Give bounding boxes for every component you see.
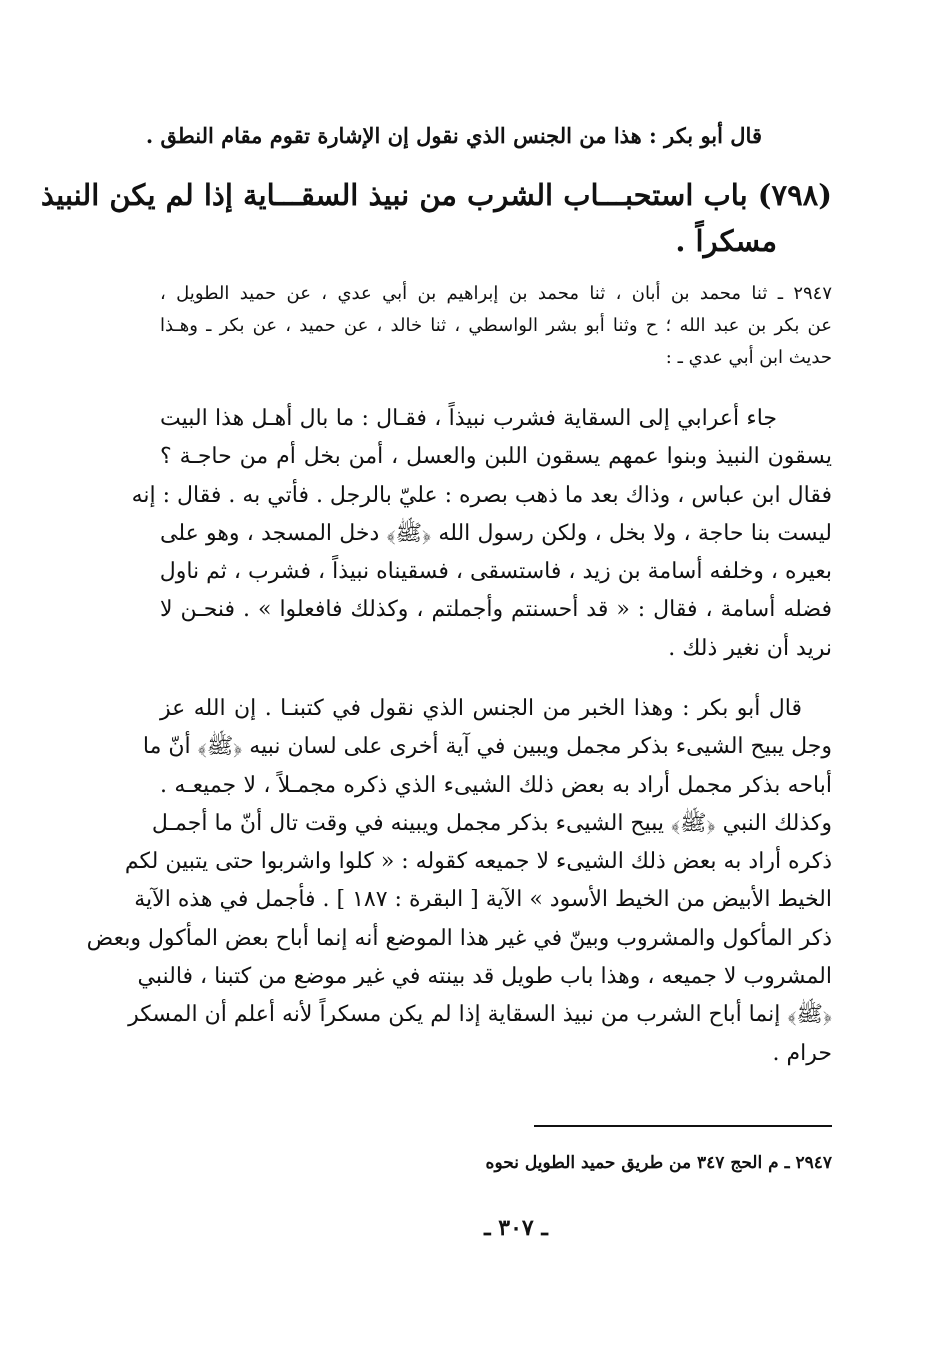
hadith-text-line-1: جاء أعرابي إلى السقاية فشرب نبيذاً ، فقـال : ما بال أهـل هذا البيت	[160, 406, 777, 431]
hadith-chain-line-2: عن بكر بن عبد الله ؛ ح وثنا أبو بشر الواسطي ، ثنا خالد ، عن حميد ، عن بكر ـ وهـذا	[160, 315, 832, 336]
footnote-divider	[534, 1125, 832, 1127]
hadith-chain-line-1: ٢٩٤٧ ـ ثنا محمد بن أبان ، ثنا محمد بن إبراهيم بن أبي عدي ، عن حميد الطويل ،	[160, 283, 832, 304]
commentary-line-10: حرام .	[772, 1040, 832, 1066]
hadith-text-line-3: فقال ابن عباس ، وذاك بعد ما ذهب بصره : عليّ بالرجل . فأتي به . فقال : إنه	[131, 482, 832, 508]
commentary-line-7: ذكر المأكول والمشروب وبينّ في غير هذا الموضع أنه إنما أباح بعض المأكول وبعض	[86, 925, 832, 951]
hadith-chain	[160, 278, 832, 374]
commentary-line-1: قال أبو بكر : وهذا الخبر من الجنس الذي نقول في كتبنـا . إن الله عز	[160, 696, 802, 721]
commentary-line-6: الخيط الأبيض من الخيط الأسود » الآية [ البقرة : ١٨٧ ] . فأجمل في هذه الآية	[134, 887, 832, 913]
footnote	[160, 1148, 832, 1178]
hadith-text-line-4: ليست بنا حاجة ، ولا بخل ، ولكن رسول الله ﴿ﷺ﴾ دخل المسجد ، وهو على	[160, 520, 832, 546]
page-number: ـ ٣٠٧ ـ	[484, 1215, 548, 1241]
chapter-heading-line-2: مسكراً .	[675, 224, 777, 258]
commentary-line-9: ﴿ﷺ﴾ إنما أباح الشرب من نبيذ السقاية إذا لم يكن مسكراً لأنه أعلم أن المسكر	[128, 1002, 832, 1028]
commentary-line-2: وجل يبيح الشيىء بذكر مجمل ويبين في آية أخرى على لسان نبيه ﴿ﷺ﴾ أنّ ما	[142, 734, 832, 760]
commentary-line-4: وكذلك النبي ﴿ﷺ﴾ يبيح الشيىء بذكر مجمل ويبينه في وقت تال أنّ ما أجمـل	[151, 810, 832, 836]
commentary-line-3: أباحه بذكر مجمل أراد به بعض ذلك الشيىء الذي ذكره مجمـلاً ، لا جميعـه .	[160, 772, 832, 798]
footnote-text: ٢٩٤٧ ـ م الحج ٣٤٧ من طريق حميد الطويل نحوه	[485, 1153, 832, 1173]
chapter-heading	[40, 172, 832, 264]
commentary	[86, 690, 832, 1073]
book-page	[40, 0, 832, 1363]
hadith-text-line-7: نريد أن نغير ذلك .	[668, 635, 832, 661]
commentary-line-8: المشروب لا جميعه ، وهذا باب طويل قد بينته في غير موضع من كتبنا ، فالنبي	[137, 964, 832, 990]
chapter-heading-line-1: (٧٩٨) باب استحبـــاب الشرب من نبيذ السقـــاية إذا لم يكن النبيذ	[40, 178, 832, 212]
hadith-text-line-2: يسقون النبيذ وبنوا عمهم يسقون اللبن والعسل ، أمن بخل أم من حاجـة ؟	[160, 444, 832, 470]
hadith-text-line-6: فضله أسامة ، فقال : « قد أحسنتم وأجملتم ، وكذلك فافعلوا » . فنحـن لا	[160, 597, 832, 623]
commentary-line-5: ذكره أراد به بعض ذلك الشيىء لا جميعه كقوله : « كلوا واشربوا حتى يتبين لكم	[124, 849, 832, 875]
hadith-text-line-5: بعيره ، وخلفه أسامة بن زيد ، فاستسقى ، فسقيناه نبيذاً ، فشرب ، ثم ناول	[159, 559, 832, 585]
hadith-text	[131, 400, 832, 668]
intro-text: قال أبو بكر : هذا من الجنس الذي نقول إن الإشارة تقوم مقام النطق .	[145, 123, 762, 148]
intro-line	[145, 118, 832, 154]
hadith-chain-line-3: حديث ابن أبي عدي ـ :	[665, 347, 832, 368]
